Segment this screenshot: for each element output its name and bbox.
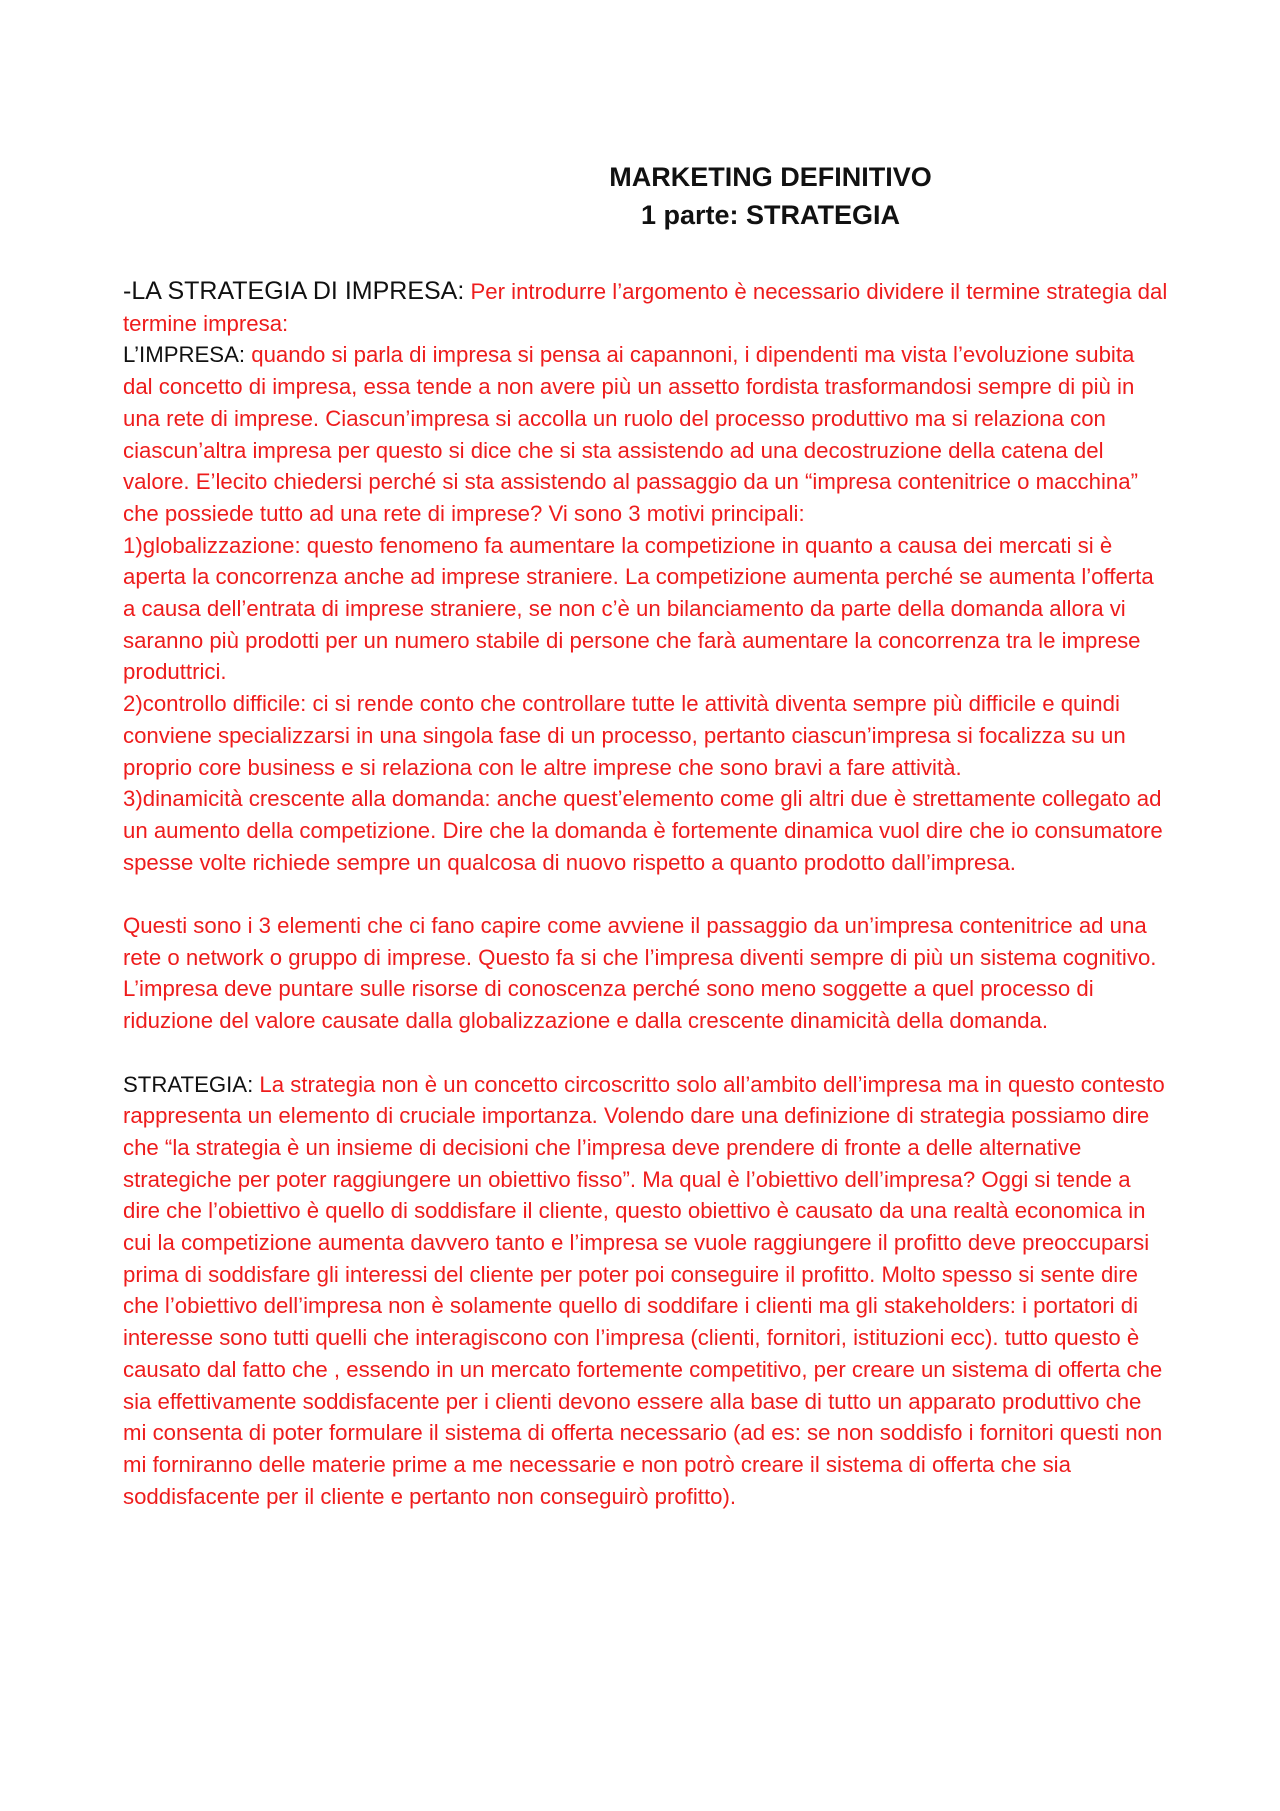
motivo-1: 1)globalizzazione: questo fenomeno fa aumentare la competizione in quanto a causa dei mercati si è aperta la concorrenza anche ad imprese straniere. La competizione aumenta perché se aumenta l’offerta a causa dell’entrata di imprese straniere, se non c’è un bilanciamento da parte della domanda allora vi saranno più prodotti per un numero stabile di persone che farà aumentare la concorrenza tra le imprese produttrici. <box>123 532 1154 685</box>
paragraph-strategia <box>123 1069 1170 1513</box>
section-strategia-impresa <box>123 276 1170 339</box>
motivo-2: 2)controllo difficile: ci si rende conto che controllare tutte le attività diventa sempre più difficile e quindi conviene specializzarsi in una singola fase di un processo, pertanto ciascun’impresa si focalizza su un proprio core business e si relaziona con le altre imprese che sono bravi a fare attività. <box>123 691 1126 780</box>
paragraph-spacer <box>123 878 1170 910</box>
section-intro: Per introdurre l’argomento è necessario dividere il termine strategia dal termine impresa: <box>123 279 1168 336</box>
impresa-text: quando si parla di impresa si pensa ai capannoni, i dipendenti ma vista l’evoluzione subita dal concetto di impresa, essa tende a non avere più un assetto fordista trasformandosi sempre di più in una rete di imprese. Ciascun’impresa si accolla un ruolo del processo produttivo ma si relaziona con ciascun’altra impresa per questo si dice che si sta assistendo ad una decostruzione della catena del valore. E’lecito chiedersi perché si sta assistendo al passaggio da un “impresa contenitrice o macchina” che possiede tutto ad una rete di imprese? Vi sono 3 motivi principali: <box>123 342 1138 526</box>
section-label: -LA STRATEGIA DI IMPRESA: <box>123 277 465 305</box>
document-body <box>123 276 1170 1512</box>
title-line-1: MARKETING DEFINITIVO <box>609 162 932 192</box>
strategia-label: STRATEGIA: <box>123 1071 254 1097</box>
document-title <box>123 158 1170 234</box>
motivo-3: 3)dinamicità crescente alla domanda: anche quest’elemento come gli altri due è strettamente collegato ad un aumento della competizione. Dire che la domanda è fortemente dinamica vuol dire che io consumatore spesse volte richiede sempre un qualcosa di nuovo rispetto a quanto prodotto dall’impresa. <box>123 786 1163 875</box>
title-line-2: 1 parte: STRATEGIA <box>640 200 901 230</box>
impresa-label: L’IMPRESA: <box>123 342 246 368</box>
paragraph-spacer <box>123 1037 1170 1069</box>
paragraph-conclusione: Questi sono i 3 elementi che ci fano capire come avviene il passaggio da un’impresa contenitrice ad una rete o network o gruppo di imprese. Questo fa si che l’impresa diventi sempre di più un sistema cognitivo. L’impresa deve puntare sulle risorse di conoscenza perché sono meno soggette a quel processo di riduzione del valore causate dalla globalizzazione e dalla crescente dinamicità della domanda. <box>123 913 1157 1034</box>
paragraph-impresa <box>123 339 1170 529</box>
strategia-text: La strategia non è un concetto circoscritto solo all’ambito dell’impresa ma in questo contesto rappresenta un elemento di cruciale importanza. Volendo dare una definizione di strategia possiamo dire che “la strategia è un insieme di decisioni che l’impresa deve prendere di fronte a delle alternative strategiche per poter raggiungere un obiettivo fisso”. Ma qual è l’obiettivo dell’impresa? Oggi si tende a dire che l’obiettivo è quello di soddisfare il cliente, questo obiettivo è causato da una realtà economica in cui la competizione aumenta davvero tanto e l’impresa se vuole raggiungere il profitto deve preoccuparsi prima di soddisfare gli interessi del cliente per poter poi conseguire il profitto. Molto spesso si sente dire che l’obiettivo dell’impresa non è solamente quello di soddifare i clienti ma gli stakeholders: i portatori di interesse sono tutti quelli che interagiscono con l’impresa (clienti, fornitori, istituzioni ecc). tutto questo è causato dal fatto che , essendo in un mercato fortemente competitivo, per creare un sistema di offerta che sia effettivamente soddisfacente per i clienti devono essere alla base di tutto un apparato produttivo che mi consenta di poter formulare il sistema di offerta necessario (ad es: se non soddisfo i fornitori questi non mi forniranno delle materie prime a me necessarie e non potrò creare il sistema di offerta che sia soddisfacente per il cliente e pertanto non conseguirò profitto). <box>123 1071 1165 1509</box>
